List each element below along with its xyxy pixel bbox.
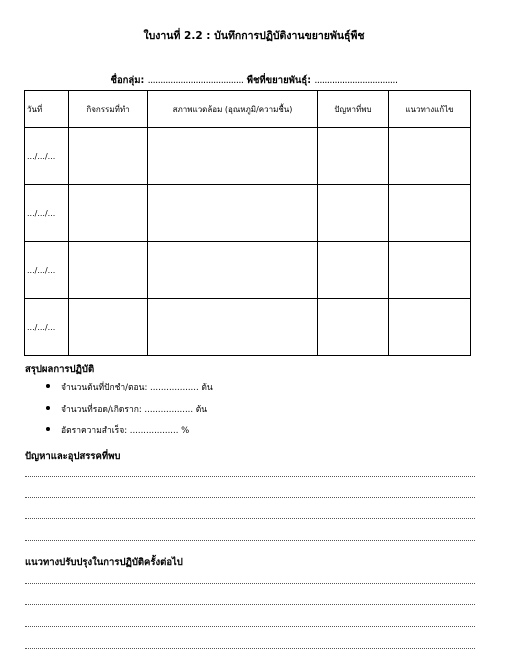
date-cell[interactable]: .../.../... [25, 242, 69, 299]
header-problem: ปัญหาที่พบ [318, 91, 389, 128]
table-row [25, 299, 471, 356]
problems-writing-line[interactable] [25, 540, 475, 541]
date-cell[interactable]: .../.../... [25, 185, 69, 242]
practice-log-table [24, 90, 471, 356]
solution-cell[interactable] [389, 128, 471, 185]
activity-cell[interactable] [69, 242, 148, 299]
table-row [25, 128, 471, 185]
environment-cell[interactable] [148, 128, 318, 185]
activity-cell[interactable] [69, 185, 148, 242]
solution-cell[interactable] [389, 299, 471, 356]
environment-cell[interactable] [148, 185, 318, 242]
summary-item-survived[interactable]: จำนวนที่รอด/เกิดราก: .................. ต้น [24, 402, 213, 424]
header-solution: แนวทางแก้ไข [389, 91, 471, 128]
plant-label: พืชที่ขยายพันธุ์: [246, 75, 311, 86]
summary-heading: สรุปผลการปฏิบัติ [25, 364, 95, 375]
improvement-writing-line[interactable] [25, 648, 475, 649]
problems-writing-line[interactable] [25, 497, 475, 498]
summary-list [24, 380, 213, 445]
table-row [25, 185, 471, 242]
environment-cell[interactable] [148, 299, 318, 356]
problems-writing-line[interactable] [25, 518, 475, 519]
improvement-heading: แนวทางปรับปรุงในการปฏิบัติครั้งต่อไป [25, 557, 183, 568]
problem-cell[interactable] [318, 299, 389, 356]
date-cell[interactable]: .../.../... [25, 299, 69, 356]
activity-cell[interactable] [69, 128, 148, 185]
improvement-writing-line[interactable] [25, 626, 475, 627]
group-name-label: ชื่อกลุ่ม: [110, 75, 145, 86]
solution-cell[interactable] [389, 185, 471, 242]
header-activity: กิจกรรมที่ทำ [69, 91, 148, 128]
solution-cell[interactable] [389, 242, 471, 299]
activity-cell[interactable] [69, 299, 148, 356]
worksheet-title: ใบงานที่ 2.2 : บันทึกการปฏิบัติงานขยายพันธุ์พืช [143, 30, 365, 42]
summary-item-planted[interactable]: จำนวนต้นที่ปักชำ/ตอน: .................. ต้น [24, 380, 213, 402]
problems-writing-line[interactable] [25, 476, 475, 477]
header-date: วันที่ [25, 91, 69, 128]
improvement-writing-line[interactable] [25, 604, 475, 605]
table-header-row [25, 91, 471, 128]
plant-blank[interactable]: ................................. [314, 75, 398, 86]
problem-cell[interactable] [318, 128, 389, 185]
group-name-blank[interactable]: ...................................... [147, 75, 244, 86]
header-environment: สภาพแวดล้อม (อุณหภูมิ/ความชื้น) [148, 91, 318, 128]
environment-cell[interactable] [148, 242, 318, 299]
improvement-writing-line[interactable] [25, 583, 475, 584]
group-plant-line [0, 73, 508, 88]
date-cell[interactable]: .../.../... [25, 128, 69, 185]
table-row [25, 242, 471, 299]
problem-cell[interactable] [318, 242, 389, 299]
problems-heading: ปัญหาและอุปสรรคที่พบ [25, 451, 121, 462]
problem-cell[interactable] [318, 185, 389, 242]
summary-item-success-rate[interactable]: อัตราความสำเร็จ: .................. % [24, 423, 213, 445]
